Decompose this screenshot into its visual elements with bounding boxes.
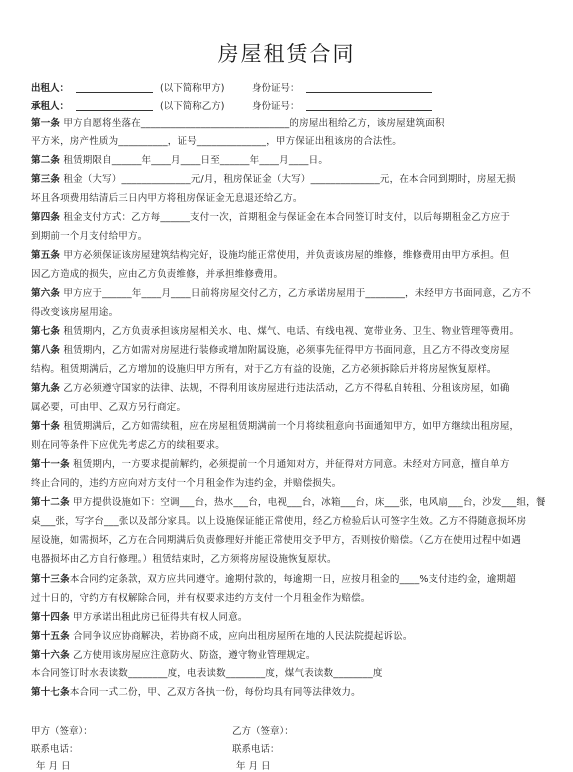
lessee-name-blank	[76, 110, 153, 111]
clause-line: 第二条 租赁期限自______年____月____日至______年____月____日。	[31, 155, 329, 166]
lessor-id-blank	[306, 92, 432, 93]
clause-line: 得改变该房屋用途。	[31, 307, 119, 318]
clause-line: 第三条 租金（大写）______________元/月，租房保证金（大写）______________元，在本合同到期时，房屋无损	[31, 174, 516, 185]
lessee-label: 承租人：	[31, 101, 70, 112]
clause-line: 结构。租赁期满后，乙方增加的设施归甲方所有，对于乙方有益的设施，乙方必须拆除后并将房屋恢复原样。	[31, 364, 497, 375]
clause-line: 平方米，房产性质为__________，证号______________，甲方保证出租该房的合法性。	[31, 136, 403, 147]
clause-line: 第四条 租金支付方式：乙方每______支付一次，首期租金与保证金在本合同签订时支付，以后每期租金乙方应于	[31, 212, 511, 223]
lessor-label: 出租人：	[31, 83, 70, 94]
clause-line: 因乙方造成的损失，应由乙方负责维修，并承担维修费用。	[31, 269, 284, 280]
lessee-id-blank	[306, 110, 432, 111]
clause-line: 第十三条本合同约定条款，双方应共同遵守。逾期付款的，每逾期一日，应按月租金的____%支付违约金，逾期超	[31, 574, 516, 585]
clause-line: 屋设施，如需损坏，乙方在合同期满后负责修理好并能正常使用交予甲方，否则按价赔偿。（乙方在使用过程中如遇	[31, 535, 521, 546]
clause-line: 属必要，可由甲、乙双方另行商定。	[31, 402, 187, 413]
lessee-id-label: 身份证号：	[252, 101, 300, 112]
clause-line: 坏且各项费用结清后三日内甲方将租房保证金无息退还给乙方。	[31, 193, 303, 204]
clause-line: 第七条 租赁期内，乙方负责承担该房屋相关水、电、煤气、电话、有线电视、宽带业务、卫生、物业管理等费用。	[31, 326, 520, 337]
clause-line: 第十一条 租赁期内，一方要求提前解约，必须提前一个月通知对方，并征得对方同意。未经对方同意，擅自单方	[31, 459, 510, 470]
clause-line: 电器损坏由乙方自行修理。）租赁结束时，乙方须将房屋设施恢复原状。	[31, 554, 337, 565]
lessee-note: (以下简称乙方)	[160, 101, 225, 112]
clause-line: 第十六条 乙方使用该房屋应注意防火、防盗，遵守物业管理规定。	[31, 650, 316, 661]
lessor-note: (以下简称甲方)	[160, 83, 225, 94]
document-title: 房屋租赁合同	[217, 42, 356, 66]
clause-line: 第一条 甲方自愿将坐落在______________________________的房屋出租给乙方，该房屋建筑面积	[31, 118, 445, 129]
lessor-name-blank	[76, 92, 153, 93]
party-a-phone-label: 联系电话：	[31, 744, 79, 755]
clause-line: 本合同签订时水表读数________度，电表读数________度，煤气表读数________度	[31, 668, 383, 679]
party-b-phone-label: 联系电话：	[232, 744, 280, 755]
party-b-date: 年 月 日	[236, 761, 271, 772]
clause-line: 到期前一个月支付给甲方。	[31, 231, 148, 242]
clause-line: 桌___张，写字台___张以及部分家具。以上设施保证能正常使用，经乙方检验后认可签字生效。乙方不得随意损坏房	[31, 516, 527, 527]
clause-line: 第十七条本合同一式二份，甲、乙双方各执一份，每份均具有同等法律效力。	[31, 687, 361, 698]
party-a-date: 年 月 日	[36, 761, 71, 772]
clause-line: 第十条 租赁期满后，乙方如需续租，应在房屋租赁期满前一个月将续租意向书面通知甲方，如甲方继续出租房屋，	[31, 421, 520, 432]
party-b-sign-label: 乙方（签章）：	[232, 726, 294, 737]
clause-line: 过十日的，守约方有权解除合同，并有权要求违约方支付一个月租金作为赔偿。	[31, 593, 371, 604]
clause-line: 则在同等条件下应优先考虑乙方的续租要求。	[31, 440, 226, 451]
clause-line: 第八条 租赁期内，乙方如需对房屋进行装修或增加附属设施，必须事先征得甲方书面同意，且乙方不得改变房屋	[31, 345, 510, 356]
clause-line: 第十四条 甲方承诺出租此房已征得共有权人同意。	[31, 612, 248, 623]
clause-line: 第六条 甲方应于______年____月____日前将房屋交付乙方，乙方承诺房屋用于________，未经甲方书面同意，乙方不	[31, 288, 532, 299]
clause-line: 终止合同的，违约方应向对方支付一个月租金作为违约金，并赔偿损失。	[31, 478, 342, 489]
clause-line: 第十五条 合同争议应协商解决，若协商不成，应向出租房屋所在地的人民法院提起诉讼。	[31, 631, 413, 642]
clause-line: 第九条 乙方必须遵守国家的法律、法规，不得利用该房屋进行违法活动，乙方不得私自转租、分租该房屋，如确	[31, 383, 510, 394]
party-a-sign-label: 甲方（签章）：	[31, 726, 93, 737]
lessor-id-label: 身份证号：	[252, 83, 300, 94]
clause-line: 第五条 甲方必须保证该房屋建筑结构完好，设施均能正常使用，并负责该房屋的维修，维修费用由甲方承担。但	[31, 250, 510, 261]
clause-line: 第十二条 甲方提供设施如下：空调___台，热水___台，电视___台，冰箱___台，床___张，电风扇___台，沙发___组，餐	[31, 497, 546, 508]
